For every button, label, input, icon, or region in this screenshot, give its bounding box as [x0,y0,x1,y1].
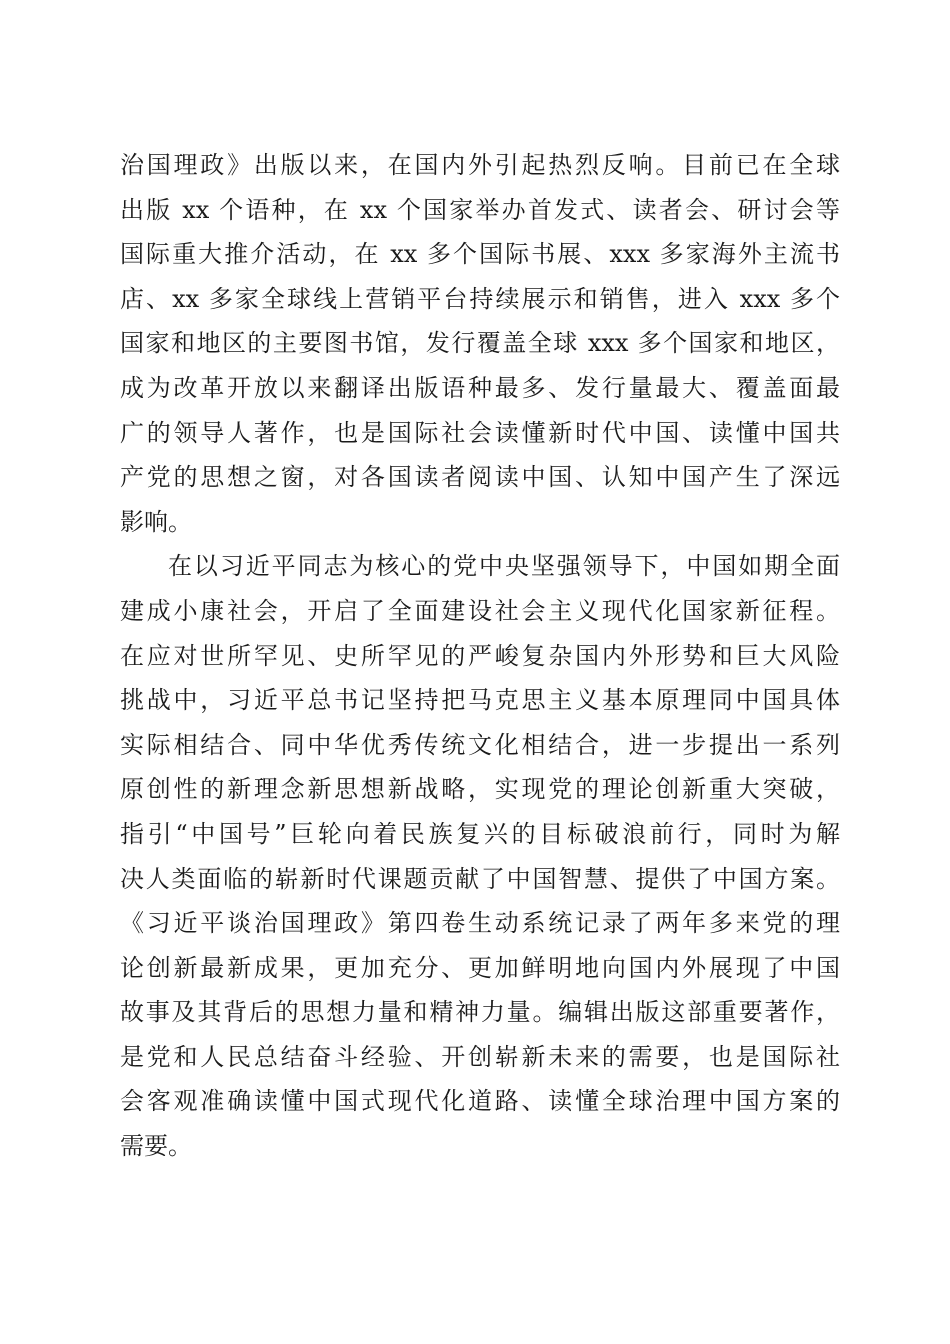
text-line: 成为改革开放以来翻译出版语种最多、发行量最大、覆盖面最 [120,373,840,402]
text-line: 是党和人民总结奋斗经验、开创崭新未来的需要，也是国际社 [120,1042,840,1071]
text-line: 原创性的新理念新思想新战略，实现党的理论创新重大突破， [120,775,840,804]
text-line: 国家和地区的主要图书馆，发行覆盖全球 xxx 多个国家和地区， [120,329,840,358]
text-line: 《习近平谈治国理政》第四卷生动系统记录了两年多来党的理 [120,909,840,938]
text-line: 建成小康社会，开启了全面建设社会主义现代化国家新征程。 [120,596,840,625]
text-line: 出版 xx 个语种，在 xx 个国家举办首发式、读者会、研讨会等 [120,195,840,224]
text-line: 实际相结合、同中华优秀传统文化相结合，进一步提出一系列 [120,730,840,759]
text-line: 产党的思想之窗，对各国读者阅读中国、认知中国产生了深远 [120,463,840,492]
text-line: 论创新最新成果，更加充分、更加鲜明地向国内外展现了中国 [120,953,840,982]
text-line: 需要。 [120,1132,192,1161]
text-line: 会客观准确读懂中国式现代化道路、读懂全球治理中国方案的 [120,1087,840,1116]
document-body [120,143,840,1169]
text-line: 故事及其背后的思想力量和精神力量。编辑出版这部重要著作， [120,998,840,1027]
text-line: 指引“中国号”巨轮向着民族复兴的目标破浪前行，同时为解 [120,819,840,848]
paragraph-2 [120,544,840,1168]
text-line: 在以习近平同志为核心的党中央坚强领导下，中国如期全面 [168,552,840,581]
text-line: 影响。 [120,507,192,536]
text-line: 在应对世所罕见、史所罕见的严峻复杂国内外形势和巨大风险 [120,641,840,670]
text-line: 国际重大推介活动，在 xx 多个国际书展、xxx 多家海外主流书 [120,240,840,269]
text-line: 店、xx 多家全球线上营销平台持续展示和销售，进入 xxx 多个 [120,284,840,313]
text-line: 广的领导人著作，也是国际社会读懂新时代中国、读懂中国共 [120,418,840,447]
text-line: 挑战中，习近平总书记坚持把马克思主义基本原理同中国具体 [120,686,840,715]
text-line: 决人类面临的崭新时代课题贡献了中国智慧、提供了中国方案。 [120,864,840,893]
text-line: 治国理政》出版以来，在国内外引起热烈反响。目前已在全球 [120,151,840,179]
paragraph-1 [120,143,840,544]
